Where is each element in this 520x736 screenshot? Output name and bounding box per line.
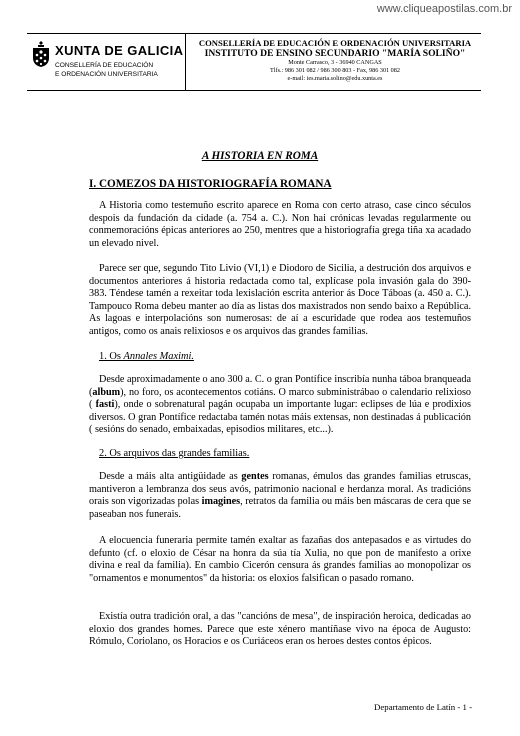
institution-info bbox=[189, 38, 481, 84]
paragraph bbox=[89, 471, 471, 521]
school-address: Monte Carrasco, 3 - 36940 CANGAS bbox=[288, 59, 382, 66]
school-name: INSTITUTO DE ENSINO SECUNDARIO "MARÍA SOLIÑO" bbox=[204, 48, 466, 59]
logo-subtitle-line: E ORDENACIÓN UNIVERSITARIA bbox=[55, 70, 158, 78]
logo-subtitle-line: CONSELLERÍA DE EDUCACIÓN bbox=[55, 62, 154, 69]
bold-term: imagines bbox=[201, 496, 241, 508]
page-footer: Departamento de Latín - 1 - bbox=[374, 702, 472, 712]
text-run: Desde a máis alta antigüidade as bbox=[99, 471, 242, 482]
letterhead bbox=[27, 33, 481, 91]
bold-term: gentes bbox=[241, 471, 269, 482]
ministry-name: CONSELLERÍA DE EDUCACIÓN E ORDENACIÓN UNIVERSITARIA bbox=[198, 38, 472, 48]
galicia-crest-icon bbox=[31, 40, 51, 68]
subheading-archives: 2. Os arquivos das grandes familias. bbox=[99, 448, 250, 459]
paragraph: Parece ser que, segundo Tito Livio (VI,1) e Diodoro de Sicilia, a destrución dos arquivos e documentos anteriores á historia redactada como tal, explícase pola invasión gala do 390-383. Téndese tamén a rexeitar toda lexislación escrita anterior ás Doce Táboas (a. 450 a. C.). Tampouco Roma debeu manter ao día as listas dos maxistrados non sendo baixo a República. As lagoas e interpolacións son numerosas: de aí a escuridade que rodea aos testemuños antigos, como os anais relixiosos e os arquivos das grandes familias. bbox=[89, 263, 471, 337]
bold-term: album bbox=[92, 386, 121, 398]
text-run: Desde aproximadamente o ano 300 a. C. o gran Pontífice inscribía nunha táboa branqueada ( bbox=[89, 374, 472, 398]
paragraph bbox=[89, 374, 471, 437]
subheading-prefix: 1. Os bbox=[99, 351, 124, 362]
subheading-italic: Annales Maximi. bbox=[123, 351, 194, 362]
page-title: A HISTORIA EN ROMA bbox=[201, 150, 319, 162]
logo-name: XUNTA DE GALICIA bbox=[55, 43, 184, 58]
text-run: , retratos da familia ou máis ben máscaras de cera que se paseaban nos funerais. bbox=[89, 496, 471, 520]
paragraph: A elocuencia funeraria permite tamén exaltar as fazañas dos antepasados e as virtudes do defunto (cf. o eloxio de César na honra da súa tía Xulia, no que pon de manifesto a orixe divina e real da familia). En cambio Cicerón censura ás grandes familias ao monopolizar os "ornamentos e monumentos" da historia: os eloxios falsifican o pasado romano. bbox=[89, 535, 471, 584]
text-run: romanas, émulos das grandes familias etruscas, mantiveron a lembranza dos seus avós, patrimonio nacional e herdanza moral. As tradicións orais son vigorizadas polas bbox=[89, 471, 471, 508]
subheading-annales bbox=[99, 351, 194, 362]
paragraph: A Historia como testemuño escrito aparece en Roma con certo atraso, case cinco séculos despois da fundación da cidade (a. 754 a. C.). Non hai crónicas levadas regularmente ou conmemoracións épicas anteriores ao 250, mentres que a historiografía grega tiña xa acadado un elevado nivel. bbox=[89, 200, 471, 249]
school-email: e-mail: ies.maria.solino@edu.xunta.es bbox=[287, 75, 383, 83]
bold-term: fasti bbox=[95, 399, 115, 411]
paragraph: Existía outra tradición oral, a das "cancións de mesa", de inspiración heroica, dedicadas ao eloxio dos grandes homes. Parece que este xénero mantíñase vivo na época de Augusto: Rómulo, Coriolano, os Horacios e os Curiáceos eran os heroes destes contos épicos. bbox=[89, 611, 471, 648]
xunta-logo bbox=[27, 34, 186, 90]
text-run: ), onde o sobrenatural pagán ocupaba un importante lugar: eclipses de lúa e prodixios diversos. O gran Pontífice redactaba tamén notas máis extensas, non destinadas á publicación ( sesións do senado, embaixadas, episodios militares, etc...). bbox=[89, 399, 471, 436]
section-title: I. COMEZOS DA HISTORIOGRAFÍA ROMANA bbox=[89, 178, 332, 190]
text-run: ), no foro, os acontecementos cotiáns. O marco subministrábao o calendario relixioso ( bbox=[89, 386, 471, 411]
logo-subtitle bbox=[55, 62, 158, 79]
site-watermark: www.cliqueapostilas.com.br bbox=[376, 3, 512, 15]
school-phones: Tlfs.: 986 301 082 / 986 300 803 - Fax, 986 301 082 bbox=[270, 67, 400, 75]
